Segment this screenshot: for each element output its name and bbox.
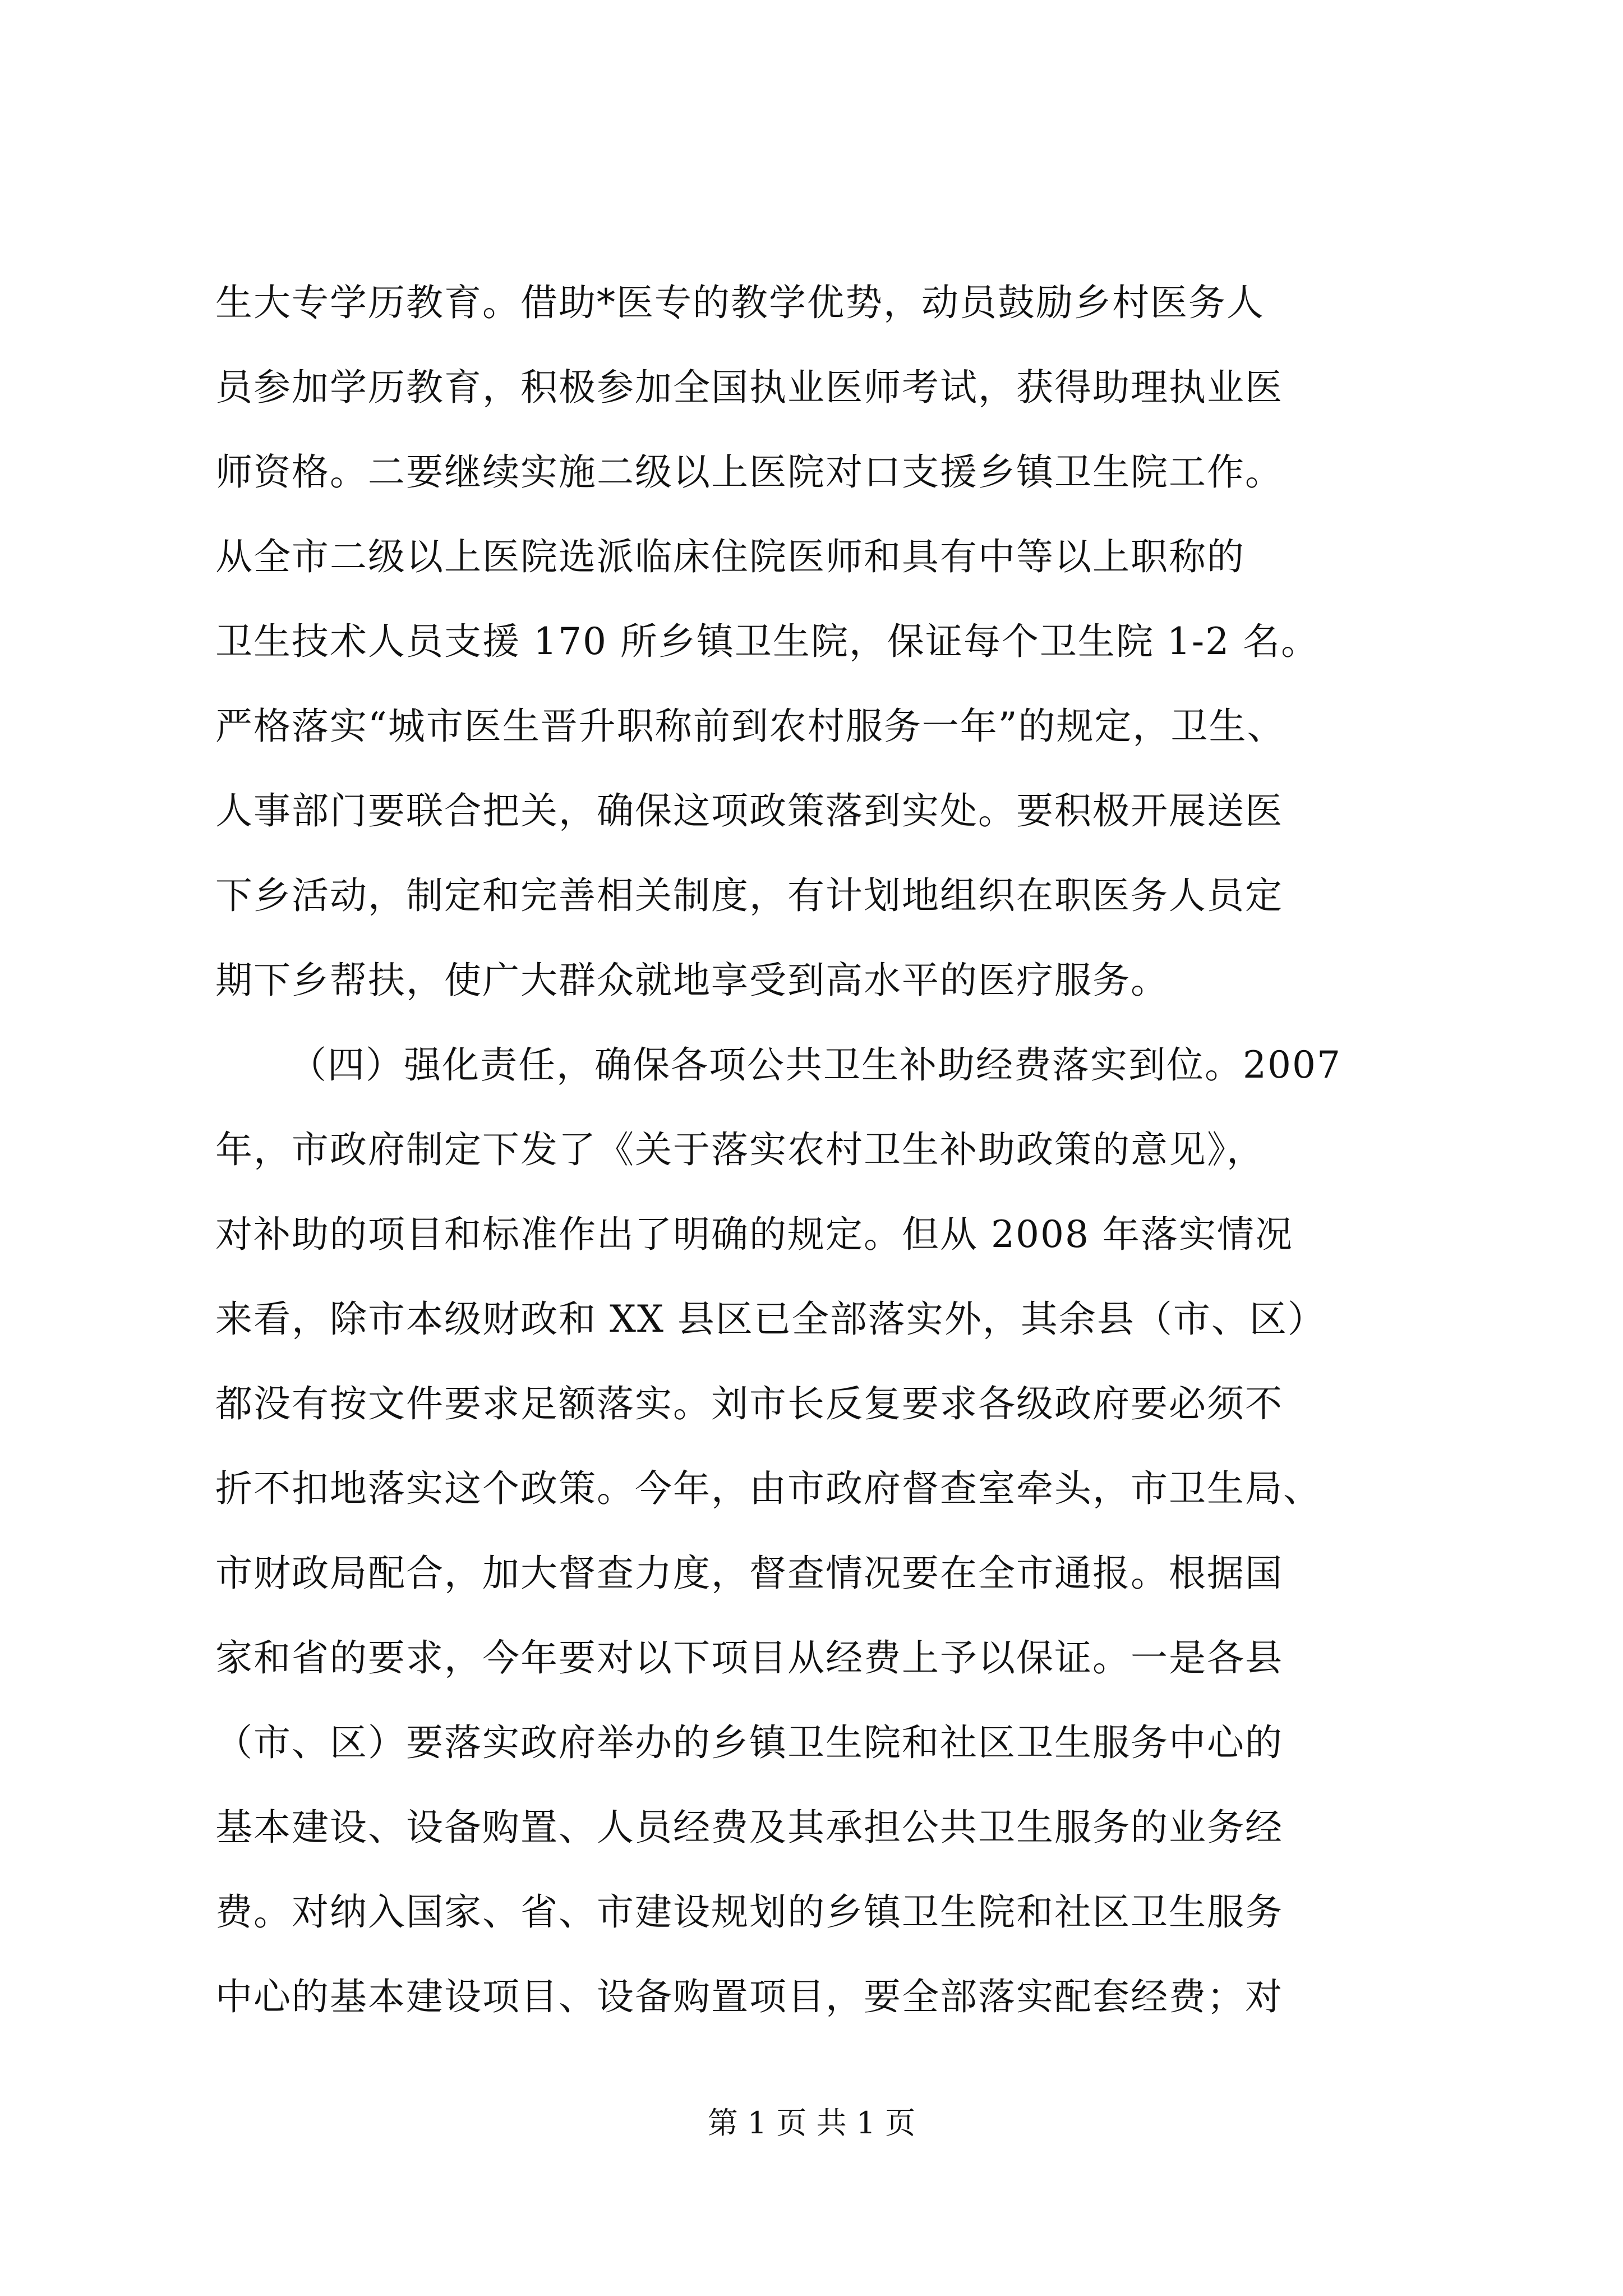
text-line: 折不扣地落实这个政策。今年，由市政府督查室牵头，市卫生局、 bbox=[215, 1467, 1321, 1510]
text-line: （市、区）要落实政府举办的乡镇卫生院和社区卫生服务中心的 bbox=[215, 1721, 1283, 1764]
text-line: 家和省的要求，今年要对以下项目从经费上予以保证。一是各县 bbox=[215, 1636, 1283, 1680]
text-line: 期下乡帮扶，使广大群众就地享受到高水平的医疗服务。 bbox=[215, 959, 1169, 1002]
text-line: 来看，除市本级财政和 XX 县区已全部落实外，其余县（市、区） bbox=[215, 1297, 1326, 1341]
text-line: 中心的基本建设项目、设备购置项目，要全部落实配套经费；对 bbox=[215, 1975, 1283, 2018]
text-line: 基本建设、设备购置、人员经费及其承担公共卫生服务的业务经 bbox=[215, 1806, 1283, 1849]
text-line: 生大专学历教育。借助*医专的教学优势，动员鼓励乡村医务人 bbox=[215, 281, 1265, 324]
page-footer: 第 1 页 共 1 页 bbox=[707, 2105, 916, 2141]
text-line: 师资格。二要继续实施二级以上医院对口支援乡镇卫生院工作。 bbox=[215, 450, 1283, 494]
text-line: 对补助的项目和标准作出了明确的规定。但从 2008 年落实情况 bbox=[215, 1213, 1293, 1256]
text-line: 下乡活动，制定和完善相关制度，有计划地组织在职医务人员定 bbox=[215, 874, 1283, 917]
text-line: 都没有按文件要求足额落实。刘市长反复要求各级政府要必须不 bbox=[215, 1382, 1283, 1425]
paragraph-start-line: （四）强化责任，确保各项公共卫生补助经费落实到位。2007 bbox=[289, 1043, 1341, 1087]
text-line: 卫生技术人员支援 170 所乡镇卫生院，保证每个卫生院 1-2 名。 bbox=[215, 620, 1320, 663]
text-line: 员参加学历教育，积极参加全国执业医师考试，获得助理执业医 bbox=[215, 366, 1283, 409]
text-line: 从全市二级以上医院选派临床住院医师和具有中等以上职称的 bbox=[215, 535, 1245, 578]
text-line: 费。对纳入国家、省、市建设规划的乡镇卫生院和社区卫生服务 bbox=[215, 1890, 1283, 1934]
text-line: 人事部门要联合把关，确保这项政策落到实处。要积极开展送医 bbox=[215, 789, 1283, 832]
text-line: 严格落实“城市医生晋升职称前到农村服务一年”的规定，卫生、 bbox=[215, 705, 1285, 748]
text-line: 年，市政府制定下发了《关于落实农村卫生补助政策的意见》， bbox=[215, 1128, 1265, 1171]
text-line: 市财政局配合，加大督查力度，督查情况要在全市通报。根据国 bbox=[215, 1552, 1283, 1595]
